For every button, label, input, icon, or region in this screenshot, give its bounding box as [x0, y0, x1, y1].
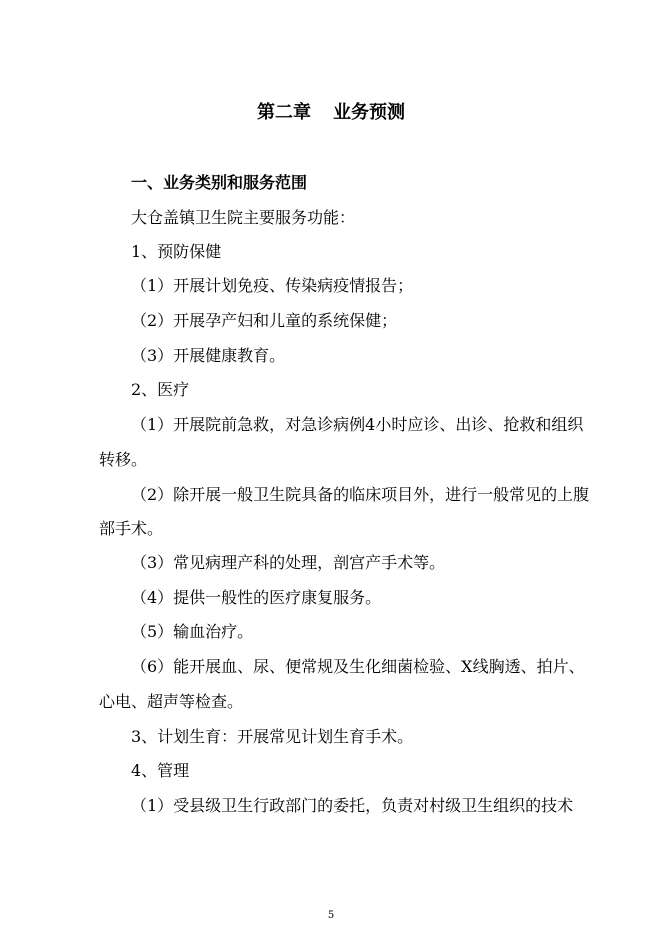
page-number: 5 [327, 910, 335, 921]
paragraph-prevention-2: （2）开展孕产妇和儿童的系统保健； [131, 311, 398, 330]
paragraph-medical-1: （1）开展院前急救，对急诊病例4小时应诊、出诊、抢救和组织 [131, 415, 584, 434]
paragraph-medical-heading: 2、医疗 [131, 380, 190, 399]
section-heading: 一、业务类别和服务范围 [131, 173, 308, 192]
paragraph-medical-4: （4）提供一般性的医疗康复服务。 [131, 588, 382, 607]
paragraph-medical-2-cont: 部手术。 [99, 519, 164, 538]
paragraph-medical-2: （2）除开展一般卫生院具备的临床项目外，进行一般常见的上腹 [131, 485, 590, 504]
paragraph-prevention-heading: 1、预防保健 [131, 242, 222, 261]
paragraph-prevention-1: （1）开展计划免疫、传染病疫情报告； [131, 276, 414, 295]
paragraph-management-1: （1）受县级卫生行政部门的委托，负责对村级卫生组织的技术 [131, 796, 574, 815]
paragraph-medical-6-cont: 心电、超声等检查。 [99, 692, 244, 711]
paragraph-medical-6: （6）能开展血、尿、便常规及生化细菌检验、X线胸透、拍片、 [131, 657, 585, 676]
paragraph-medical-3: （3）常见病理产科的处理，剖宫产手术等。 [131, 553, 446, 572]
paragraph-medical-5: （5）输血治疗。 [131, 622, 254, 641]
paragraph-management-heading: 4、管理 [131, 761, 190, 780]
paragraph-medical-1-cont: 转移。 [99, 450, 148, 469]
paragraph-family-planning: 3、计划生育：开展常见计划生育手术。 [131, 727, 414, 746]
chapter-title [0, 101, 662, 125]
paragraph-prevention-3: （3）开展健康教育。 [131, 346, 286, 365]
chapter-name: 业务预测 [333, 102, 405, 123]
paragraph-intro: 大仓盖镇卫生院主要服务功能： [131, 208, 356, 227]
chapter-label: 第二章 [257, 102, 311, 123]
